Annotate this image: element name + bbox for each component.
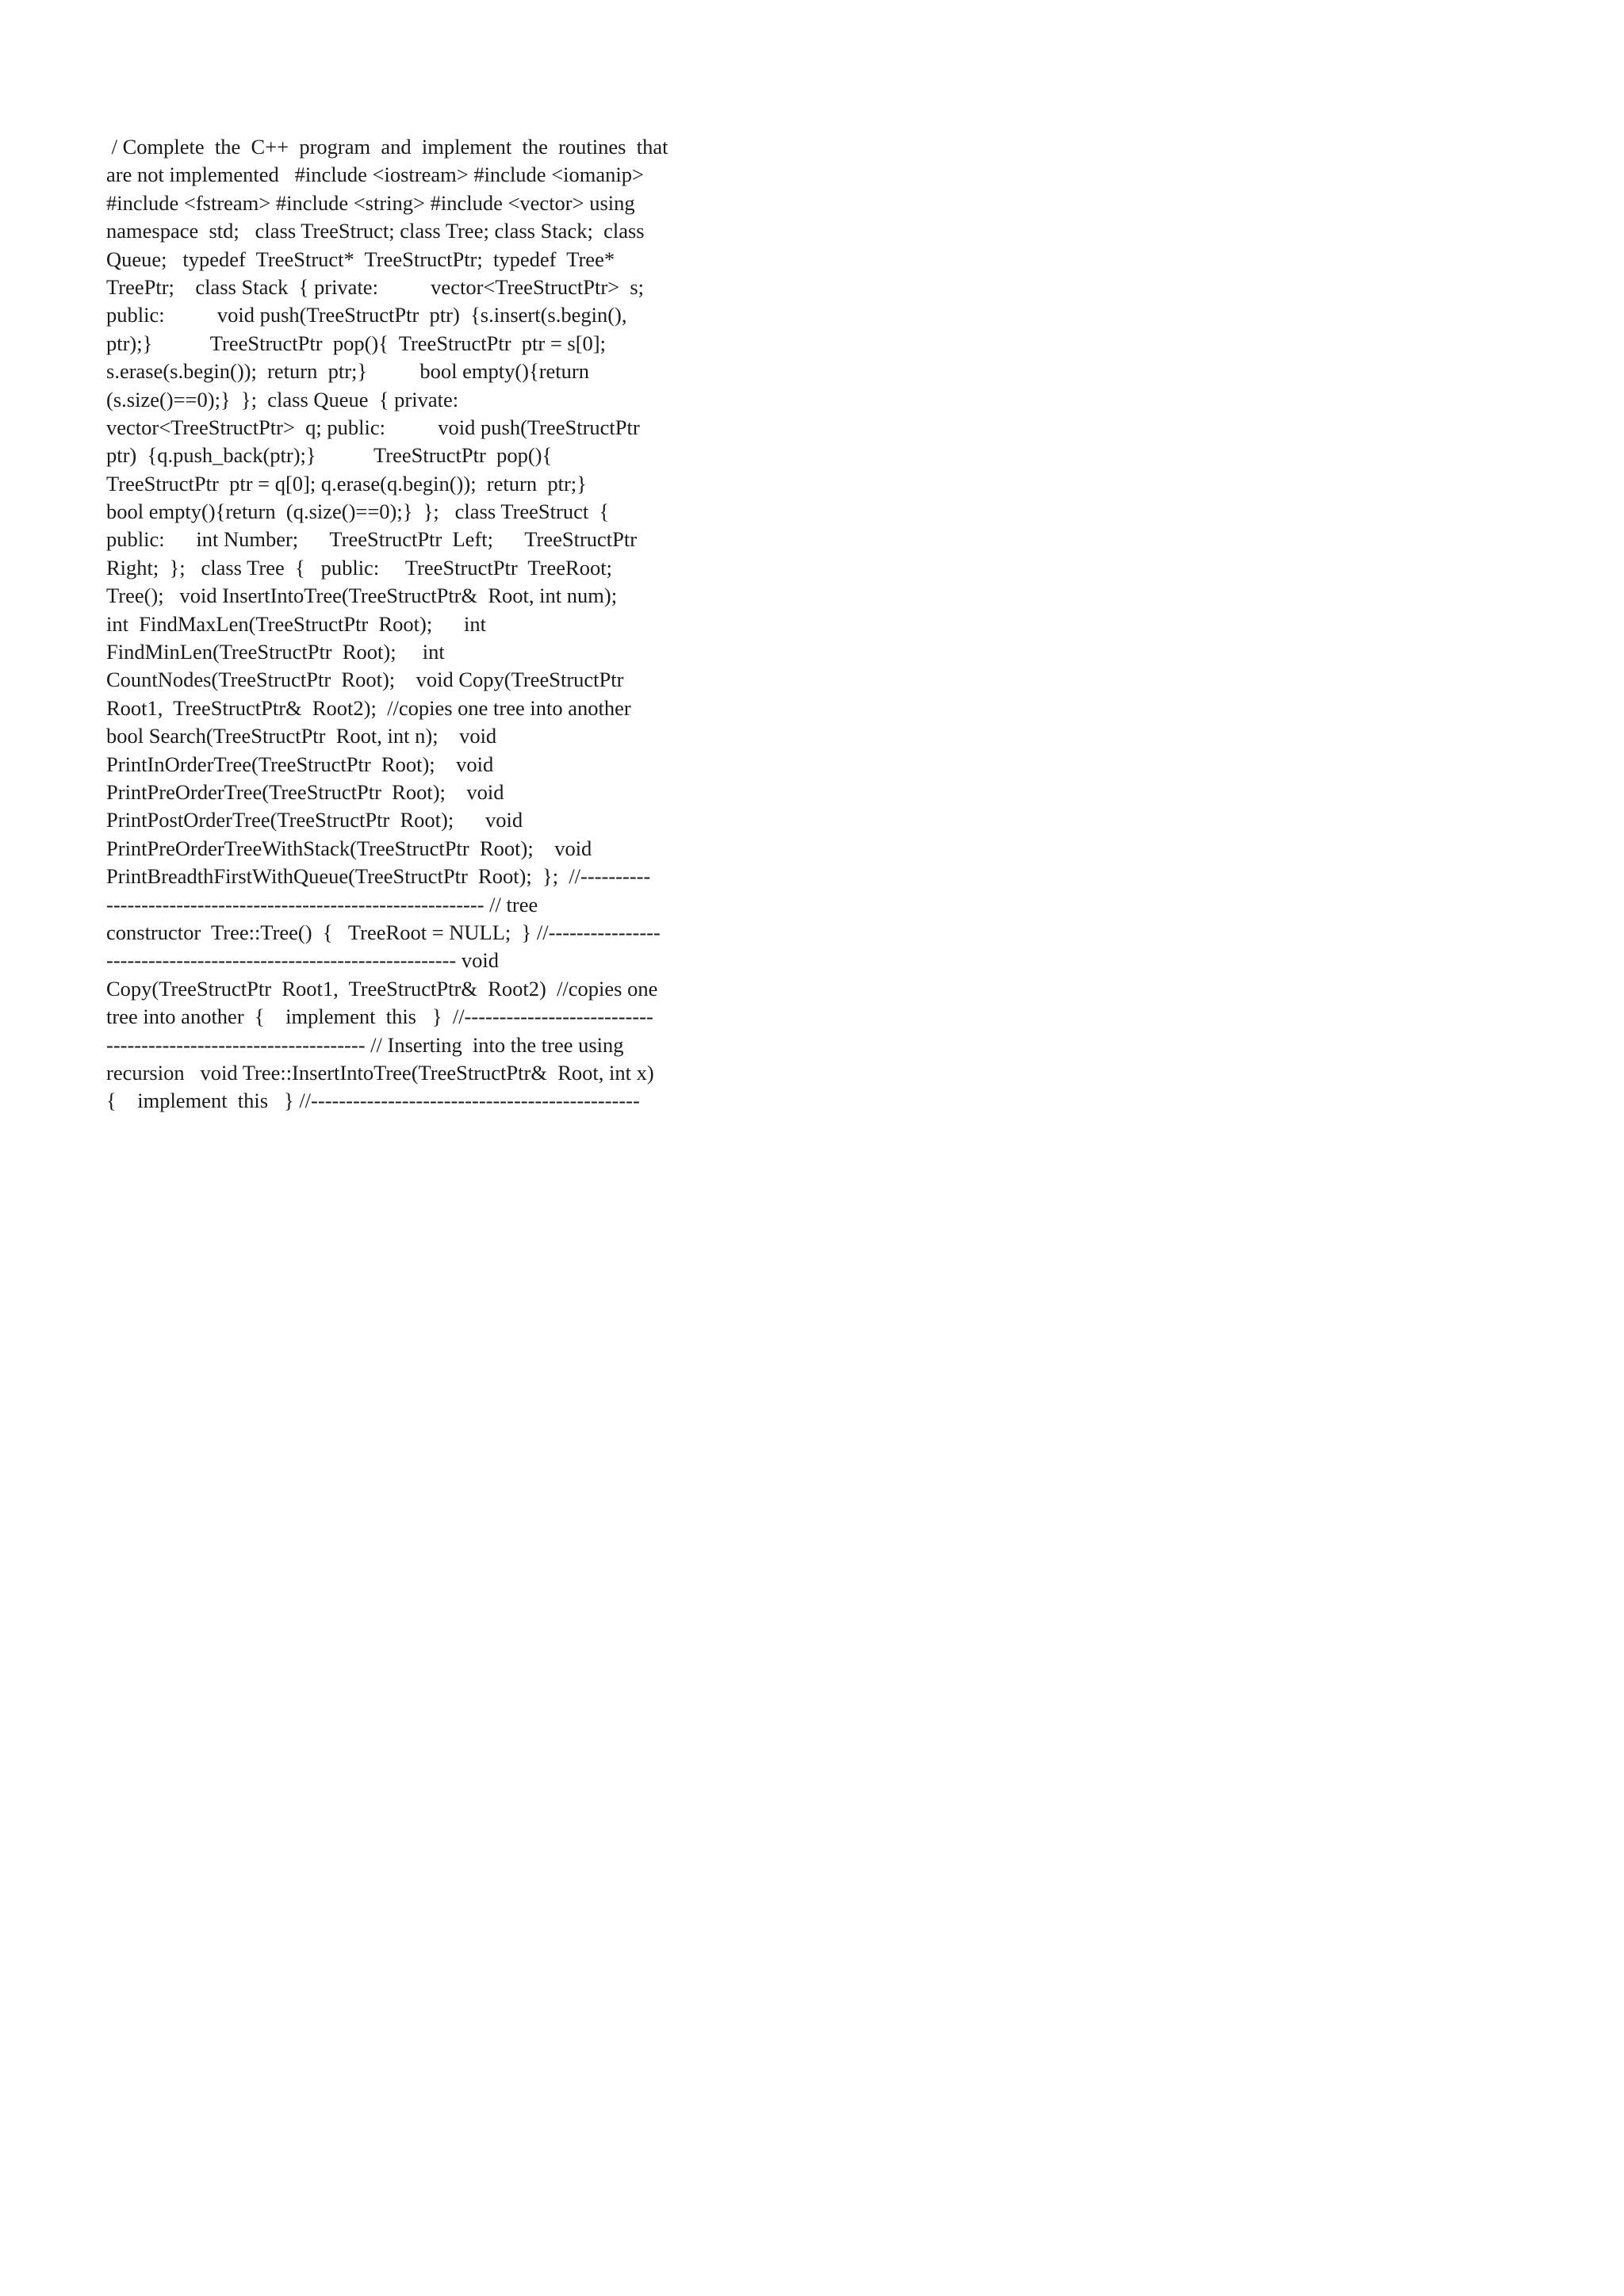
document-text-line: PrintBreadthFirstWithQueue(TreeStructPtr Root); }; //---------- xyxy=(106,864,651,889)
document-text-line: / Complete the C++ program and implement the routines that xyxy=(106,135,668,159)
document-text-line: bool Search(TreeStructPtr Root, int n); void xyxy=(106,724,497,748)
document-text-line: PrintInOrderTree(TreeStructPtr Root); void xyxy=(106,752,494,776)
document-text-line: CountNodes(TreeStructPtr Root); void Copy(TreeStructPtr xyxy=(106,668,624,692)
document-text-line: Right; }; class Tree { public: TreeStructPtr TreeRoot; xyxy=(106,555,612,580)
document-text-line: ptr) {q.push_back(ptr);} TreeStructPtr pop(){ xyxy=(106,443,553,468)
code-text-block xyxy=(106,133,780,1115)
document-text-line: ptr);} TreeStructPtr pop(){ TreeStructPtr ptr = s[0]; xyxy=(106,331,606,355)
document-text-line: PrintPreOrderTree(TreeStructPtr Root); void xyxy=(106,779,504,804)
document-text-line: public: int Number; TreeStructPtr Left; TreeStructPtr xyxy=(106,527,638,552)
document-text-line: Copy(TreeStructPtr Root1, TreeStructPtr& Root2) //copies one xyxy=(106,976,658,1001)
document-text-line: int FindMaxLen(TreeStructPtr Root); int xyxy=(106,611,486,636)
document-text-line: ------------------------------------------------------ // tree xyxy=(106,892,538,916)
document-text-line: TreePtr; class Stack { private: vector<TreeStructPtr> s; xyxy=(106,274,645,299)
document-text-line: Tree(); void InsertIntoTree(TreeStructPtr& Root, int num); xyxy=(106,584,618,608)
document-text-line: are not implemented #include <iostream> #include <iomanip> xyxy=(106,163,644,187)
document-text-line: TreeStructPtr ptr = q[0]; q.erase(q.begin()); return ptr;} xyxy=(106,471,587,496)
document-text-line: public: void push(TreeStructPtr ptr) {s.insert(s.begin(), xyxy=(106,303,627,327)
document-text-line: { implement this } //----------------------------------------------- xyxy=(106,1089,640,1113)
document-text-line: #include <fstream> #include <string> #include <vector> using xyxy=(106,190,635,215)
document-text-line: PrintPreOrderTreeWithStack(TreeStructPtr Root); void xyxy=(106,836,592,860)
document-text-line: vector<TreeStructPtr> q; public: void push(TreeStructPtr xyxy=(106,415,640,439)
document-text-line: tree into another { implement this } //--------------------------- xyxy=(106,1004,653,1029)
document-text-line: bool empty(){return (q.size()==0);} }; class TreeStruct { xyxy=(106,499,610,524)
document-text-line: (s.size()==0);} }; class Queue { private: xyxy=(106,387,459,411)
document-text-line: ------------------------------------- // Inserting into the tree using xyxy=(106,1032,624,1057)
document-text-line: FindMinLen(TreeStructPtr Root); int xyxy=(106,640,445,664)
document-text-line: recursion void Tree::InsertIntoTree(TreeStructPtr& Root, int x) xyxy=(106,1060,654,1085)
document-text-line: Queue; typedef TreeStruct* TreeStructPtr; typedef Tree* xyxy=(106,247,615,271)
document-text-line: Root1, TreeStructPtr& Root2); //copies one tree into another xyxy=(106,695,631,720)
document-text-line: s.erase(s.begin()); return ptr;} bool empty(){return xyxy=(106,359,589,384)
document-page xyxy=(0,0,872,1231)
document-text-line: PrintPostOrderTree(TreeStructPtr Root); void xyxy=(106,808,523,832)
document-text-line: constructor Tree::Tree() { TreeRoot = NULL; } //---------------- xyxy=(106,920,661,944)
document-text-line: -------------------------------------------------- void xyxy=(106,948,499,973)
document-text-line: namespace std; class TreeStruct; class Tree; class Stack; class xyxy=(106,219,645,243)
